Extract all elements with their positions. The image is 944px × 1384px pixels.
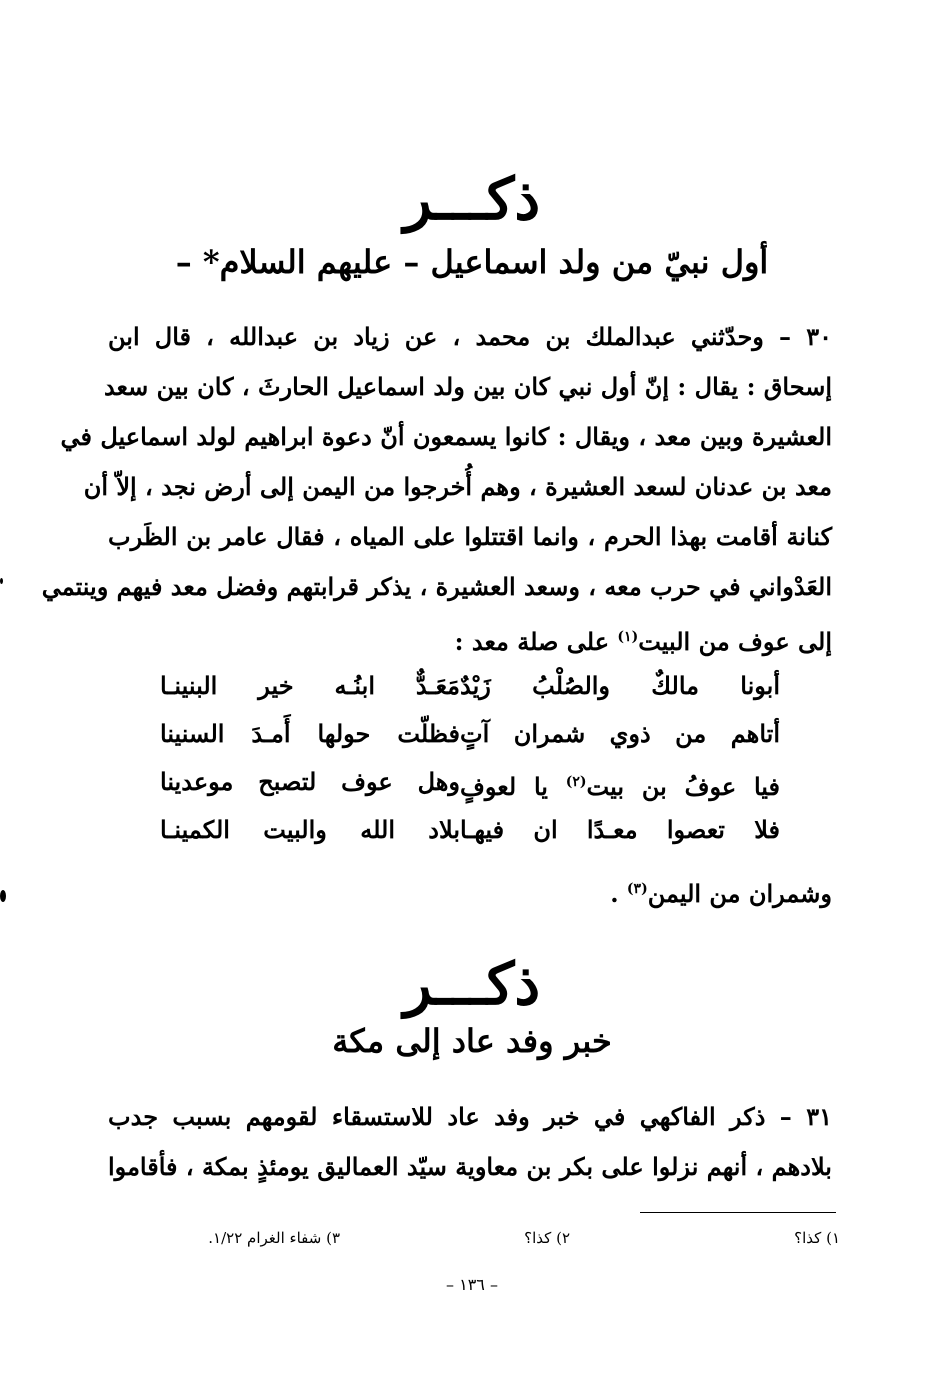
scan-speck	[0, 890, 6, 902]
line-text: .	[610, 879, 627, 908]
verse-first-hemistich: أتاهم من ذوي شمران آتٍ	[460, 719, 780, 748]
poem-verse	[160, 662, 780, 710]
verse-second-hemistich: وهل عوف لتصبح موعدينا	[160, 767, 460, 796]
footnote-ref-2: (٢)	[565, 774, 587, 790]
verse-second-hemistich: فظلّت حولها أَمـدَ السنينا	[160, 719, 460, 748]
paragraph-line	[108, 612, 832, 662]
paragraph-line: العَدْواني في حرب معه ، وسعد العشيرة ، يذكر قرابتهم وفضل معد فيهم وينتمي	[41, 572, 832, 601]
line-text: إلى عوف من البيت	[638, 627, 832, 656]
footnote-1: ١) كذا؟	[794, 1229, 840, 1247]
section-title-aad-delegation: خبر وفد عاد إلى مكة	[332, 1022, 612, 1060]
paragraph-30	[41, 312, 832, 662]
poem-verse	[160, 710, 780, 758]
verse-first-hemistich	[460, 758, 780, 806]
paragraph-line: كنانة أقامت بهذا الحرم ، وانما اقتتلوا على المياه ، فقال عامر بن الظَرب	[108, 522, 832, 551]
footnote-2: ٢) كذا؟	[524, 1229, 570, 1247]
poem	[160, 662, 780, 854]
scan-speck	[0, 578, 3, 584]
after-poem-line	[108, 864, 832, 914]
paragraph-31	[108, 1092, 832, 1192]
section-marker-dhikr: ذكـــر	[403, 165, 541, 233]
poem-verse	[160, 806, 780, 854]
paragraph-line: معد بن عدنان لسعد العشيرة ، وهم أُخرجوا من اليمن إلى أرض نجد ، إلاّ أن	[83, 472, 832, 501]
hemistich-text: فيا عوفُ بن بيت	[586, 772, 780, 801]
line-text: على صلة معد :	[454, 627, 618, 656]
verse-second-hemistich: بلاد الله والبيت الكمينـا	[160, 815, 460, 844]
section-marker-dhikr: ذكـــر	[403, 950, 541, 1018]
section-title-first-prophet: أول نبيّ من ولد اسماعيل – عليهم السلام* –	[175, 243, 769, 281]
paragraph-line: إسحاق : يقال : إنّ أول نبي كان بين ولد اسماعيل الحارثَ ، كان بين سعد	[103, 372, 832, 401]
footnote-separator	[640, 1212, 836, 1213]
verse-first-hemistich: فلا تعصوا معـدًا ان فيهـا	[460, 815, 780, 844]
footnote-3: ٣) شفاء الغرام ١/٢٢.	[208, 1229, 340, 1247]
paragraph-line: ٣١ – ذكر الفاكهي في خبر وفد عاد للاستسقاء لقومهم بسبب جدب	[108, 1102, 832, 1131]
verse-first-hemistich: أبونا مالكٌ والصُلْبُ زَيْدٌ	[460, 671, 780, 700]
footnotes	[170, 1226, 840, 1250]
footnote-ref-1: (١)	[617, 629, 639, 645]
paragraph-line	[108, 864, 832, 914]
line-text: وشمران من اليمن	[647, 879, 832, 908]
verse-second-hemistich: مَعَـدٌّ ابنُـه خير البنينـا	[160, 671, 460, 700]
paragraph-line: العشيرة وبين معد ، ويقال : كانوا يسمعون أنّ دعوة ابراهيم لولد اسماعيل في	[60, 422, 832, 451]
poem-verse	[160, 758, 780, 806]
hemistich-text: يا لعوفٍ	[460, 772, 566, 801]
paragraph-line: ٣٠ – وحدّثني عبدالملك بن محمد ، عن زياد بن عبدالله ، قال ابن	[108, 322, 832, 351]
footnote-ref-3: (٣)	[626, 881, 648, 897]
page-number: – ١٣٦ –	[446, 1275, 498, 1294]
paragraph-line: بلادهم ، أنهم نزلوا على بكر بن معاوية سيّد العماليق يومئذٍ بمكة ، فأقاموا	[108, 1152, 832, 1181]
